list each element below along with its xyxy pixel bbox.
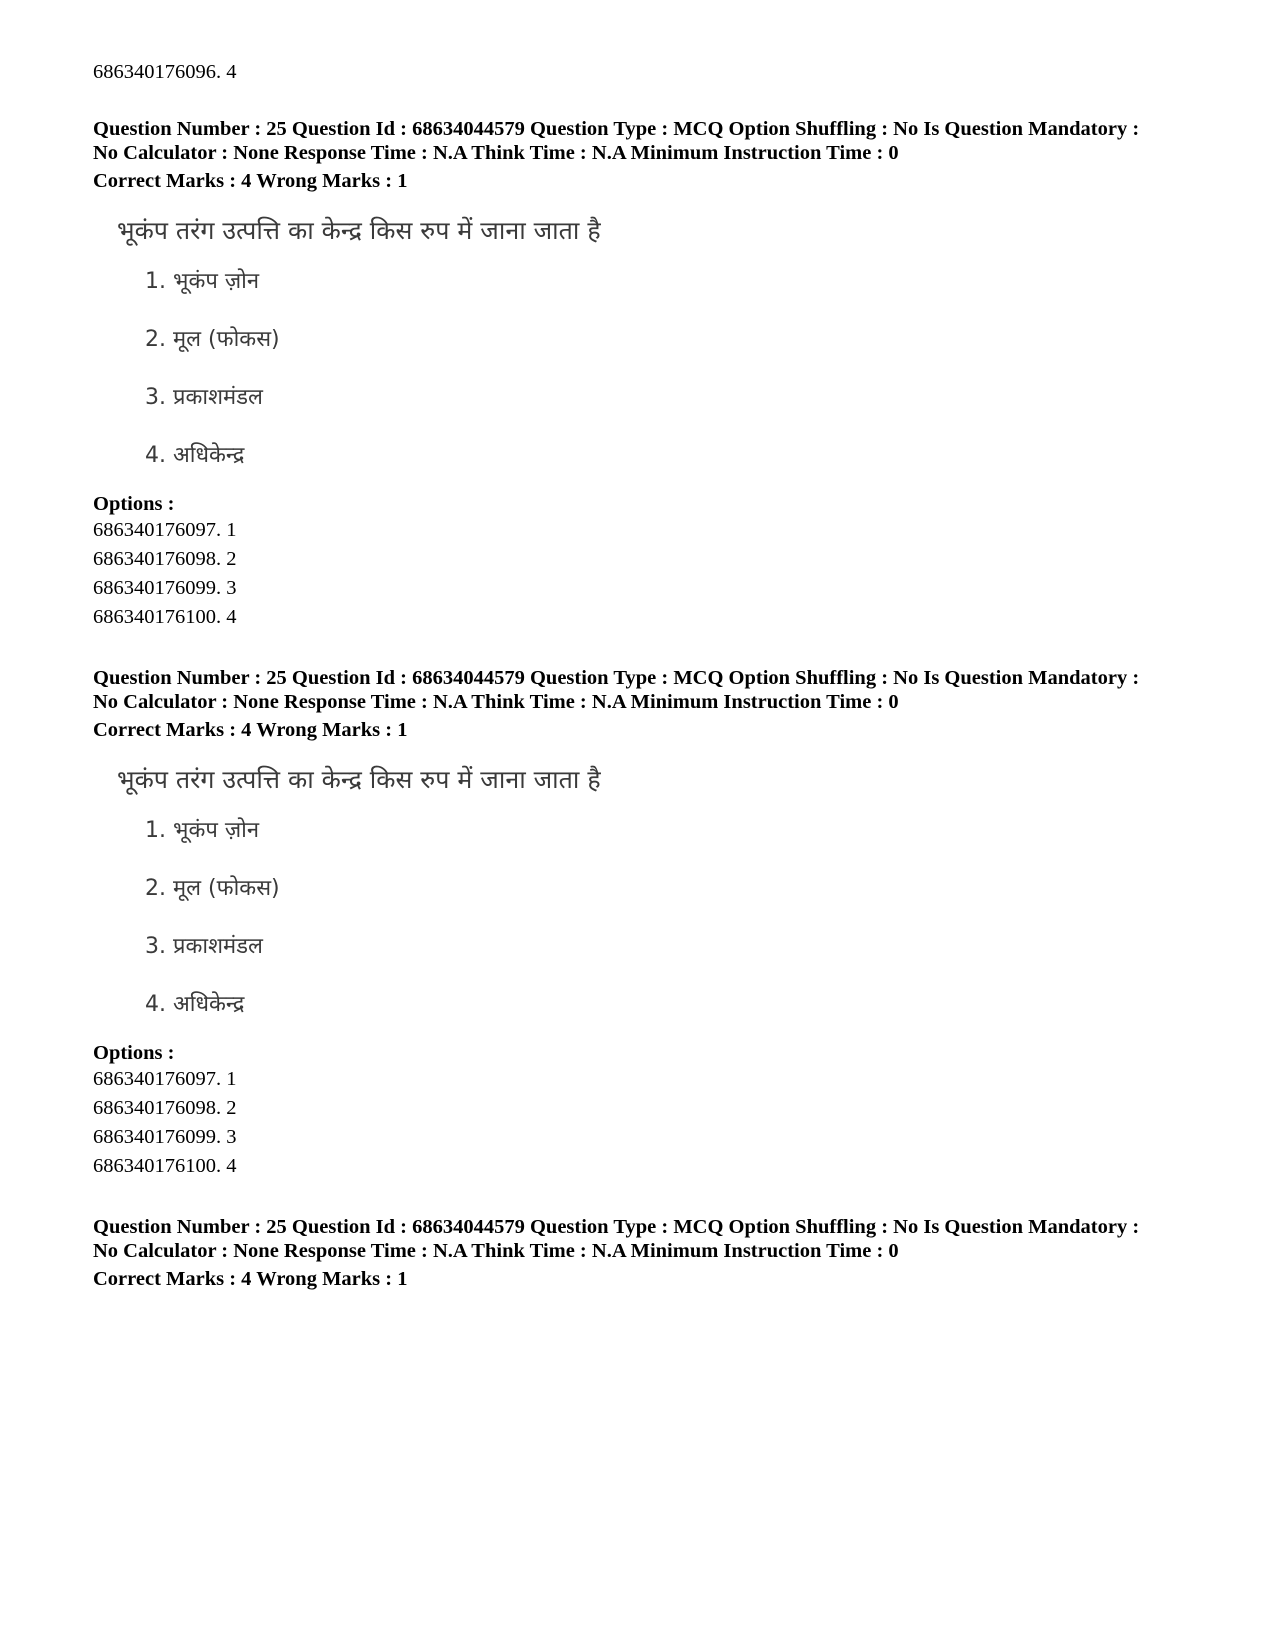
question-meta-line-1: Question Number : 25 Question Id : 68634044579 Question Type : MCQ Option Shuffling : No Is Question Mandatory : [93, 667, 1140, 689]
question-image [93, 760, 1193, 1020]
question-choice-4: 4. अधिकेन्द्र [145, 443, 245, 468]
question-meta [93, 117, 1193, 165]
options-label: Options : [93, 1042, 175, 1064]
question-block-2 [93, 666, 1193, 1181]
question-block-1 [93, 117, 1193, 632]
question-choice-3: 3. प्रकाशमंडल [145, 385, 263, 410]
question-marks: Correct Marks : 4 Wrong Marks : 1 [93, 719, 408, 741]
question-meta-line-2: No Calculator : None Response Time : N.A Think Time : N.A Minimum Instruction Time : 0 [93, 691, 899, 713]
question-choice-2: 2. मूल (फोकस) [145, 876, 280, 901]
option-row-2: 686340176098. 2 [93, 1097, 237, 1119]
question-choice-1: 1. भूकंप ज़ोन [145, 269, 260, 294]
question-meta-line-2: No Calculator : None Response Time : N.A Think Time : N.A Minimum Instruction Time : 0 [93, 1240, 899, 1262]
document-page [93, 58, 1193, 1291]
question-choice-4: 4. अधिकेन्द्र [145, 992, 245, 1017]
option-row-4: 686340176100. 4 [93, 606, 237, 628]
question-choice-3: 3. प्रकाशमंडल [145, 934, 263, 959]
option-row-1: 686340176097. 1 [93, 519, 237, 541]
option-row-3: 686340176099. 3 [93, 1126, 237, 1148]
question-block-3 [93, 1215, 1193, 1291]
question-meta-line-2: No Calculator : None Response Time : N.A Think Time : N.A Minimum Instruction Time : 0 [93, 142, 899, 164]
question-image [93, 211, 1193, 471]
question-choice-1: 1. भूकंप ज़ोन [145, 818, 260, 843]
option-row-3: 686340176099. 3 [93, 577, 237, 599]
options-label: Options : [93, 493, 175, 515]
question-stem: भूकंप तरंग उत्पत्ति का केन्द्र किस रुप में जाना जाता है [117, 765, 601, 794]
question-choice-2: 2. मूल (फोकस) [145, 327, 280, 352]
question-meta-line-1: Question Number : 25 Question Id : 68634044579 Question Type : MCQ Option Shuffling : No Is Question Mandatory : [93, 1216, 1140, 1238]
previous-option-line: 686340176096. 4 [93, 61, 237, 83]
question-marks: Correct Marks : 4 Wrong Marks : 1 [93, 170, 408, 192]
question-meta [93, 1215, 1193, 1263]
option-row-4: 686340176100. 4 [93, 1155, 237, 1177]
question-meta [93, 666, 1193, 714]
question-meta-line-1: Question Number : 25 Question Id : 68634044579 Question Type : MCQ Option Shuffling : No Is Question Mandatory : [93, 118, 1140, 140]
option-row-1: 686340176097. 1 [93, 1068, 237, 1090]
option-row-2: 686340176098. 2 [93, 548, 237, 570]
question-stem: भूकंप तरंग उत्पत्ति का केन्द्र किस रुप में जाना जाता है [117, 216, 601, 245]
question-marks: Correct Marks : 4 Wrong Marks : 1 [93, 1268, 408, 1290]
